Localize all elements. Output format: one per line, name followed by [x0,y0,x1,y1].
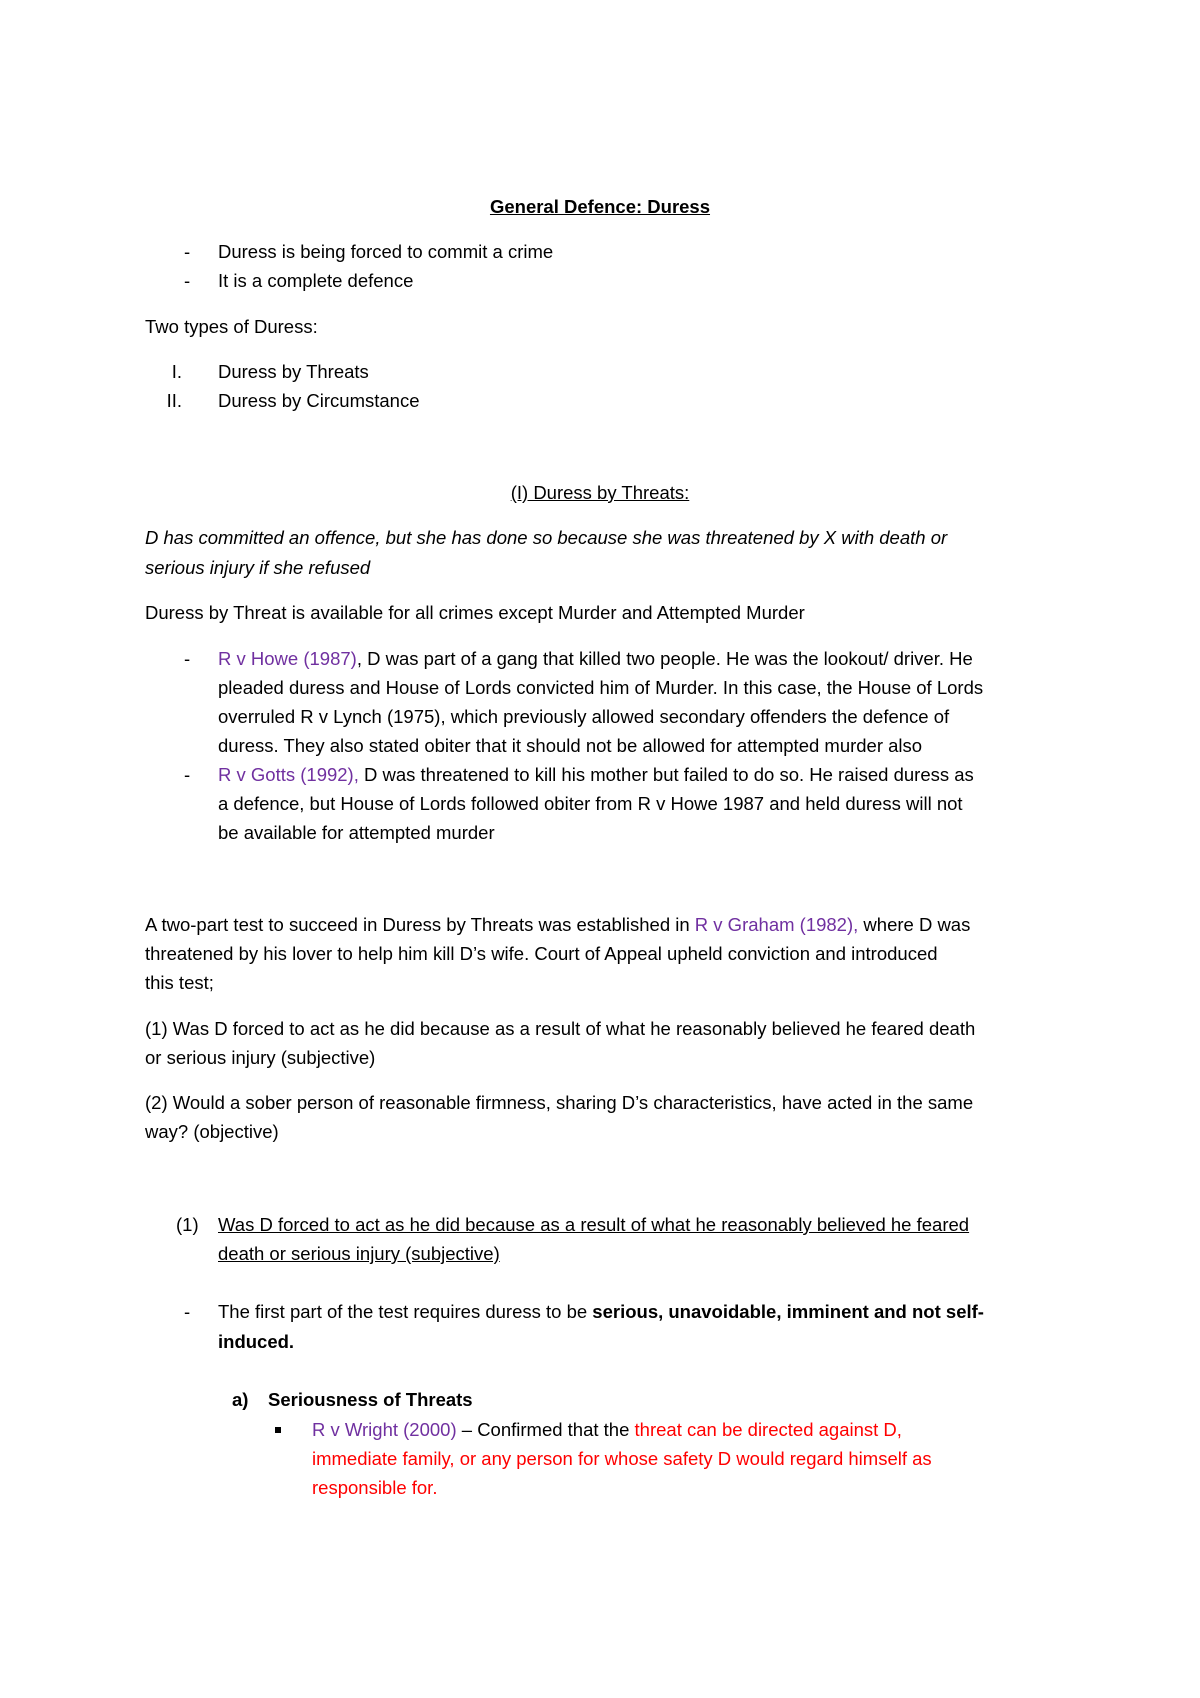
types-label: Two types of Duress: [145,316,318,337]
wright-red-1: threat can be directed against D, [634,1419,902,1440]
case-name-howe: R v Howe (1987) [218,648,357,669]
first-part-line-2: induced. [218,1331,295,1352]
howe-line-4: duress. They also stated obiter that it should not be allowed for attempted murder also [218,735,923,756]
gotts-line-2: a defence, but House of Lords followed obiter from R v Howe 1987 and held duress will not [218,793,963,814]
subheading-letter: a) [232,1389,249,1410]
graham-post: where D was [858,914,971,935]
howe-text: , D was part of a gang that killed two people. He was the lookout/ driver. He [356,648,973,669]
dash-bullet: - [184,648,191,669]
intro-bullet-1: Duress is being forced to commit a crime [218,241,554,262]
wright-line-2: immediate family, or any person for whose safety D would regard himself as [312,1448,932,1469]
test1-line-1: (1) Was D forced to act as he did because as a result of what he reasonably believed he feared death [145,1018,976,1039]
test2-line-1: (2) Would a sober person of reasonable firmness, sharing D’s characteristics, have acted in the same [145,1092,974,1113]
first-part-line-1 [218,1300,984,1324]
graham-line-1 [145,913,970,937]
first-part-bold: serious, unavoidable, imminent and not self- [592,1301,984,1322]
wright-line-1 [312,1418,902,1442]
first-part-pre: The first part of the test requires duress to be [218,1301,593,1322]
dash-bullet: - [184,241,191,262]
test2-line-2: way? (objective) [145,1121,279,1142]
square-bullet-icon [275,1427,281,1433]
dash-bullet: - [184,764,191,785]
dash-bullet: - [184,270,191,291]
howe-line-1 [218,647,973,671]
graham-line-3: this test; [145,972,214,993]
case-name-wright: R v Wright (2000) [312,1419,457,1440]
subheading-seriousness: Seriousness of Threats [268,1389,473,1410]
section-heading: (I) Duress by Threats: [510,482,690,503]
roman-numeral-1: I. [171,361,182,382]
scenario-line-1: D has committed an offence, but she has done so because she was threatened by X with death or [145,527,948,548]
wright-mid: – Confirmed that the [456,1419,635,1440]
part1-line-2: death or serious injury (subjective) [218,1243,500,1264]
howe-line-3: overruled R v Lynch (1975), which previously allowed secondary offenders the defence of [218,706,950,727]
howe-line-2: pleaded duress and House of Lords convicted him of Murder. In this case, the House of Lords [218,677,984,698]
availability-text: Duress by Threat is available for all crimes except Murder and Attempted Murder [145,602,805,623]
case-name-graham: R v Graham (1982), [694,914,859,935]
dash-bullet: - [184,1301,191,1322]
test1-line-2: or serious injury (subjective) [145,1047,376,1068]
graham-line-2: threatened by his lover to help him kill D’s wife. Court of Appeal upheld conviction and introduced [145,943,938,964]
page-title: General Defence: Duress [489,196,711,217]
graham-pre: A two-part test to succeed in Duress by Threats was established in [145,914,695,935]
wright-line-3: responsible for. [312,1477,438,1498]
type-item-1: Duress by Threats [218,361,369,382]
part1-number: (1) [176,1214,199,1235]
roman-numeral-2: II. [166,390,182,411]
gotts-text: D was threatened to kill his mother but failed to do so. He raised duress as [358,764,974,785]
gotts-line-3: be available for attempted murder [218,822,495,843]
scenario-line-2: serious injury if she refused [145,557,371,578]
type-item-2: Duress by Circumstance [218,390,420,411]
part1-line-1: Was D forced to act as he did because as a result of what he reasonably believed he feared [218,1214,970,1235]
intro-bullet-2: It is a complete defence [218,270,414,291]
gotts-line-1 [218,763,974,787]
case-name-gotts: R v Gotts (1992), [218,764,359,785]
